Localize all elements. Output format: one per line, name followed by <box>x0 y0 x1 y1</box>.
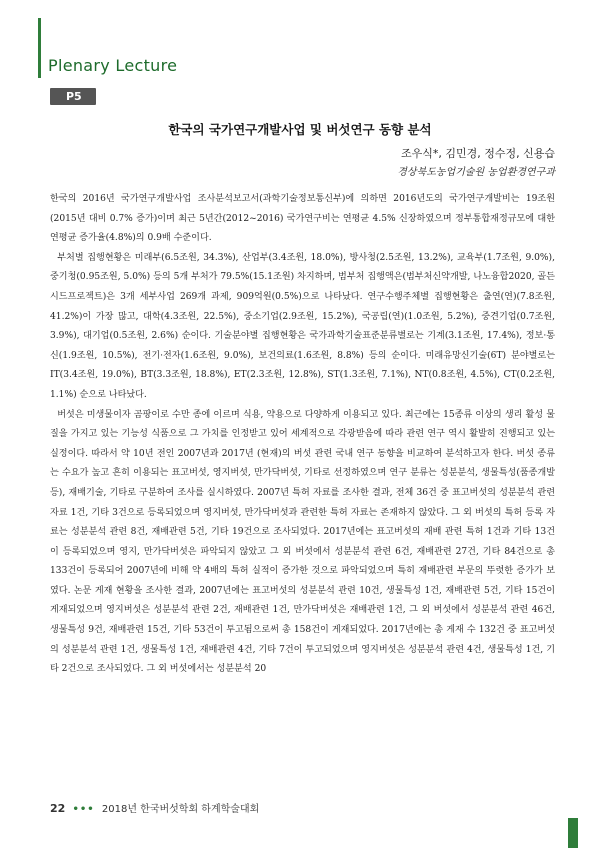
paper-title: 한국의 국가연구개발사업 및 버섯연구 동향 분석 <box>168 122 432 137</box>
paragraph: 부처별 집행현황은 미래부(6.5조원, 34.3%), 산업부(3.4조원, 18.0%), 방사청(2.5조원, 13.2%), 교육부(1.7조원, 9.0%), 중기청(0.95조원, 5.0%) 등의 5개 부처가 79.5%(15.1조원) 차지하며, 범부처 집행액은(범부처신약개발, 나노융합2020, 골든시드프로젝트)은 3개 세부사업 269개 과제, 909억원(0.5%)으로 나타났다. 연구수행주체별 집행현황은 출연(연)(7.8조원, 41.2%)이 가장 많고, 대학(4.3조원, 22.5%), 중소기업(2.9조원, 15.2%), 국공립(연)(1.0조원, 5.2%), 중견기업(0.7조원, 3.9%), 대기업(0.5조원, 2.6%) 순이다. 기술분야별 집행현황은 국가과학기술표준분류별로는 기계(3.1조원, 17.4%), 정보·통신(1.9조원, 10.5%), 전기·전자(1.6조원, 9.0%), 보건의료(1.6조원, 8.8%) 등의 순이다. 미래유망신기술(6T) 분야별로는 IT(3.4조원, 19.0%), BT(3.3조원, 18.8%), ET(2.3조원, 12.8%), ST(1.3조원, 7.1%), NT(0.8조원, 4.5%), CT(0.2조원, 1.1%) 순으로 나타났다. <box>50 252 555 400</box>
authors: 조우식*, 김민경, 정수정, 신용습 <box>401 147 555 160</box>
paragraph: 한국의 2016년 국가연구개발사업 조사분석보고서(과학기술정보통신부)에 의하면 2016년도의 국가연구개발비는 19조원(2015년 대비 0.7% 증가)이며 최근 5년간(2012~2016) 국가연구비는 연평균 4.5% 신장하였으며 정부통합재정규모에 대한 연평균 증가율(4.8%)의 0.9배 수준이다. <box>50 194 555 244</box>
page-number: 22 <box>50 802 66 815</box>
event-name: 2018년 한국버섯학회 하계학술대회 <box>101 804 260 815</box>
paragraph: 버섯은 미생물이자 곰팡이로 수만 종에 이르며 식용, 약용으로 다양하게 이용되고 있다. 최근에는 15종류 이상의 생리 활성 물질을 가지고 있는 기능성 식품으로 그 가치를 인정받고 있어 세계적으로 각광받음에 따라 관련 연구 역시 활발히 진행되고 있는 실정이다. 따라서 약 10년 전인 2007년과 2017년 (현재)의 버섯 관련 국내 연구 동향을 비교하여 분석하고자 한다. 버섯 종류는 수요가 높고 흔히 이용되는 표고버섯, 영지버섯, 만가닥버섯, 기타로 선정하였으며 연구 분류는 성분분석, 생물특성(품종개발 등), 재배기술, 기타로 구분하여 조사를 실시하였다. 2007년 특허 자료를 조사한 결과, 전체 36건 중 표고버섯의 성분분석 관련 자료 1건, 기타 3건으로 등록되었으며 영지버섯, 만가닥버섯과 관련한 특허 자료는 존재하지 않았다. 그 외 버섯의 특허 등록 자료는 성분분석 관련 8건, 재배관련 5건, 기타 19건으로 조사되었다. 2017년에는 표고버섯의 재배 관련 특허 1건과 기타 13건이 등록되었으며 영지, 만가닥버섯은 파악되지 않았고 그 외 버섯에서 성분분석 관련 6건, 재배관련 27건, 기타 84건으로 총 133건이 등록되어 2007년에 비해 약 4배의 특허 실적이 증가한 것으로 파악되었으며 특히 재배관련 부문의 뚜렷한 증가가 보였다. 논문 게재 현황을 조사한 결과, 2007년에는 표고버섯의 성분분석 관련 10건, 생물특성 1건, 재배관련 5건, 기타 15건이 게재되었으며 영지버섯은 성분분석 관련 2건, 재배관련 1건, 만가닥버섯은 재배관련 1건, 그 외 버섯에서 성분분석 관련 46건, 생물특성 9건, 재배관련 15건, 기타 53건이 투고됨으로써 총 158건이 게재되었다. 2017년에는 총 게재 수 132건 중 표고버섯의 성분분석 관련 1건, 생물특성 1건, 재배관련 4건, 기타 7건이 투고되었으며 영지버섯은 성분분석 관련 4건, 생물특성 1건, 기타 2건으로 조사되었다. 그 외 버섯에서는 성분분석 20 <box>50 409 555 675</box>
section-accent-bar <box>38 18 41 78</box>
corner-accent-bar <box>568 818 578 848</box>
abstract-body <box>50 190 555 680</box>
section-title: Plenary Lecture <box>48 56 178 75</box>
footer-dots: ••• <box>72 804 95 815</box>
presentation-tag: P5 <box>50 88 96 105</box>
affiliation: 경상북도농업기술원 농업환경연구과 <box>397 167 555 178</box>
page-footer <box>50 800 259 815</box>
